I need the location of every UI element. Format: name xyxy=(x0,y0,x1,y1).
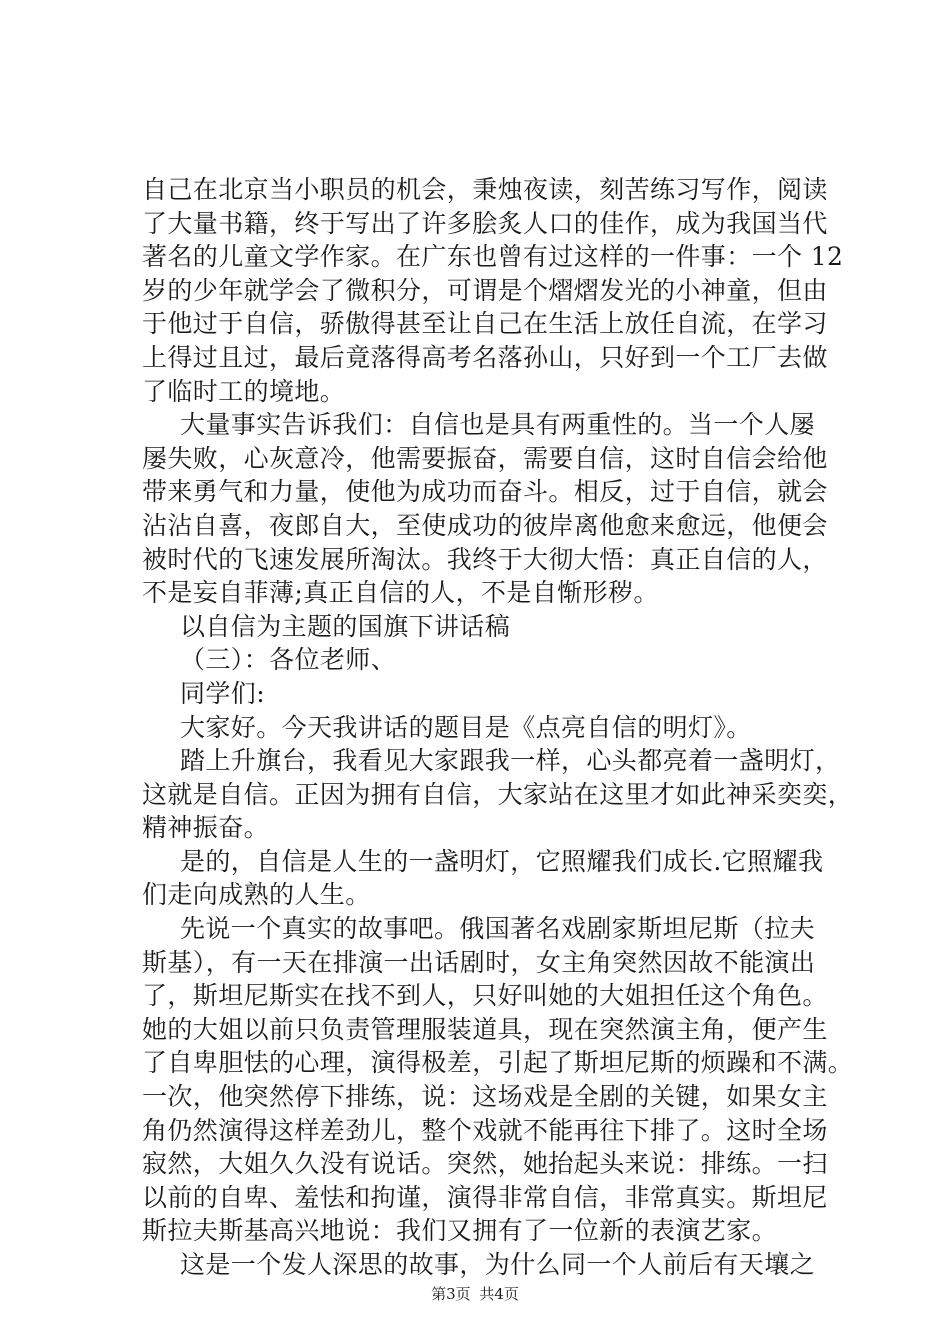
text-line: 这是一个发人深思的故事，为什么同一个人前后有天壤之 xyxy=(180,1250,816,1279)
text-line: 屡失败，心灰意冷，他需要振奋，需要自信，这时自信会给他 xyxy=(142,443,828,473)
text-line: 带来勇气和力量，使他为成功而奋斗。相反，过于自信，就会 xyxy=(142,477,828,507)
text-line: 自己在北京当小职员的机会，秉烛夜读，刻苦练习写作，阅读 xyxy=(142,175,828,204)
text-line: 一次，他突然停下排练，说：这场戏是全剧的关键，如果女主 xyxy=(142,1082,828,1112)
text-line: （三）：各位老师、 xyxy=(180,645,397,675)
text-line: 沾沾自喜，夜郎自大，至使成功的彼岸离他愈来愈远，他便会 xyxy=(142,510,828,540)
text-line: 她的大姐以前只负责管理服装道具，现在突然演主角，便产生 xyxy=(142,1014,828,1044)
text-line: 以前的自卑、羞怯和拘谨，演得非常自信，非常真实。斯坦尼 xyxy=(142,1182,828,1212)
text-line: 被时代的飞速发展所淘汰。我终于大彻大悟：真正自信的人， xyxy=(142,544,828,574)
text-line: 岁的少年就学会了微积分，可谓是个熠熠发光的小神童，但由 xyxy=(142,275,828,305)
text-line: 同学们: xyxy=(180,678,266,708)
text-line: 上得过且过，最后竟落得高考名落孙山，只好到一个工厂去做 xyxy=(142,342,828,372)
text-line: 斯拉夫斯基高兴地说：我们又拥有了一位新的表演艺家。 xyxy=(142,1216,778,1246)
text-line: 大家好。今天我讲话的题目是《点亮自信的明灯》。 xyxy=(180,712,752,742)
text-line: 以自信为主题的国旗下讲话稿 xyxy=(180,611,511,641)
page-number: 第3页 xyxy=(431,1285,471,1303)
page-footer xyxy=(0,1285,950,1303)
text-line: 这就是自信。正因为拥有自信，大家站在这里才如此神采奕奕， xyxy=(142,779,854,809)
text-line: 不是妄自菲薄;真正自信的人，不是自惭形秽。 xyxy=(142,578,659,608)
text-line: 了，斯坦尼斯实在找不到人，只好叫她的大姐担任这个角色。 xyxy=(142,981,828,1011)
text-line: 角仍然演得这样差劲儿，整个戏就不能再往下排了。这时全场 xyxy=(142,1115,828,1145)
text-line: 大量事实告诉我们：自信也是具有两重性的。当一个人屡 xyxy=(180,410,816,440)
text-line: 寂然，大姐久久没有说话。突然，她抬起头来说：排练。一扫 xyxy=(142,1149,828,1179)
text-line: 了自卑胆怯的心理，演得极差，引起了斯坦尼斯的烦躁和不满。 xyxy=(142,1048,854,1078)
text-line: 踏上升旗台，我看见大家跟我一样，心头都亮着一盏明灯， xyxy=(180,746,841,776)
document-body xyxy=(142,173,854,1282)
text-line: 先说一个真实的故事吧。俄国著名戏剧家斯坦尼斯（拉夫 xyxy=(180,914,816,944)
page-total: 共4页 xyxy=(479,1285,519,1303)
text-line: 了大量书籍，终于写出了许多脍炙人口的佳作，成为我国当代 xyxy=(142,208,828,238)
text-line: 了临时工的境地。 xyxy=(142,376,346,406)
text-line: 是的，自信是人生的一盏明灯，它照耀我们成长.它照耀我 xyxy=(180,846,824,876)
text-line: 于他过于自信，骄傲得甚至让自己在生活上放任自流，在学习 xyxy=(142,309,828,339)
text-line: 们走向成熟的人生。 xyxy=(142,880,371,910)
text-line: 著名的儿童文学作家。在广东也曾有过这样的一件事：一个 12 xyxy=(142,242,844,272)
text-line: 斯基），有一天在排演一出话剧时，女主角突然因故不能演出 xyxy=(142,947,816,977)
text-line: 精神振奋。 xyxy=(142,813,270,843)
